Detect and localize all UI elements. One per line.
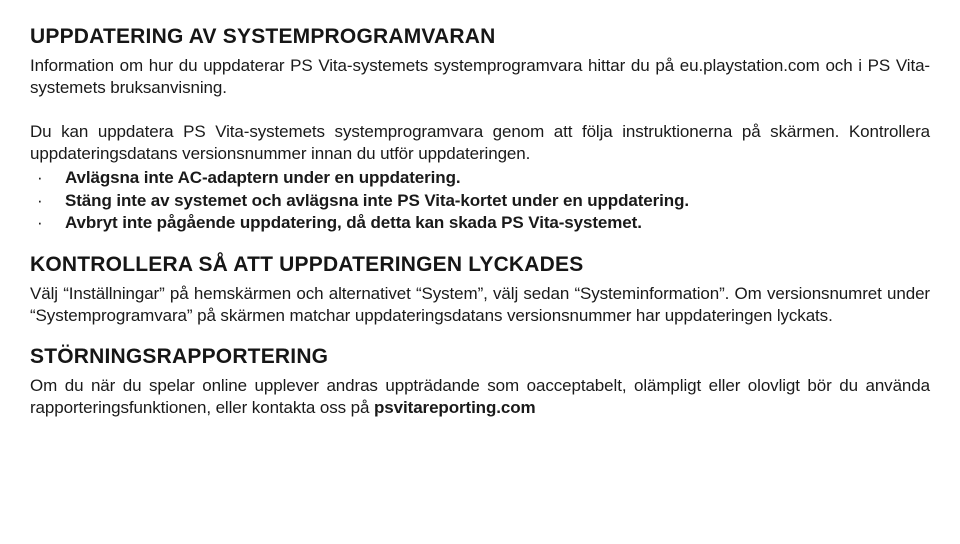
section-system-software-update: [30, 25, 930, 235]
bullet-text: Avlägsna inte AC-adaptern under en uppdatering.: [65, 168, 461, 187]
paragraph-verify-instructions: Välj “Inställningar” på hemskärmen och alternativet “System”, välj sedan “Systeminformation”. Om versionsnumret under “Systemprogramvara” på skärmen matchar uppdateringsdatans versionsnummer har uppdateringen lyckats.: [30, 283, 930, 325]
paragraph-reporting-text: Om du när du spelar online upplever andras uppträdande som oacceptabelt, olämpligt eller olovligt bör du använda rapporteringsfunktionen, eller kontakta oss på: [30, 375, 930, 417]
bullet-item: [30, 212, 930, 235]
section-verify-update: [30, 253, 930, 327]
paragraph-update-howto: Du kan uppdatera PS Vita-systemets systemprogramvara genom att följa instruktionerna på skärmen. Kontrollera uppdateringsdatans versionsnummer innan du utför uppdateringen.: [30, 122, 930, 163]
section-grief-reporting: [30, 345, 930, 419]
paragraph-reporting: [30, 375, 930, 419]
bullet-dot: ·: [37, 168, 43, 187]
section-heading-reporting: STÖRNINGSRAPPORTERING: [30, 344, 329, 368]
section-heading-verify: KONTROLLERA SÅ ATT UPPDATERINGEN LYCKADES: [30, 252, 584, 276]
bullet-item: [30, 190, 930, 213]
reporting-url: psvitareporting.com: [374, 397, 536, 417]
bullet-text: Avbryt inte pågående uppdatering, då detta kan skada PS Vita-systemet.: [65, 213, 642, 232]
bullet-dot: ·: [37, 213, 43, 232]
manual-page: [30, 25, 930, 419]
section-heading-update: UPPDATERING AV SYSTEMPROGRAMVARAN: [30, 25, 496, 48]
paragraph-update-info: Information om hur du uppdaterar PS Vita-systemets systemprogramvara hittar du på eu.playstation.com och i PS Vita-systemets bruksanvisning.: [30, 56, 930, 97]
bullet-text: Stäng inte av systemet och avlägsna inte PS Vita-kortet under en uppdatering.: [65, 190, 689, 210]
bullet-dot: ·: [37, 190, 43, 210]
bullet-list-update-warnings: [30, 167, 930, 235]
bullet-item: [30, 167, 930, 190]
